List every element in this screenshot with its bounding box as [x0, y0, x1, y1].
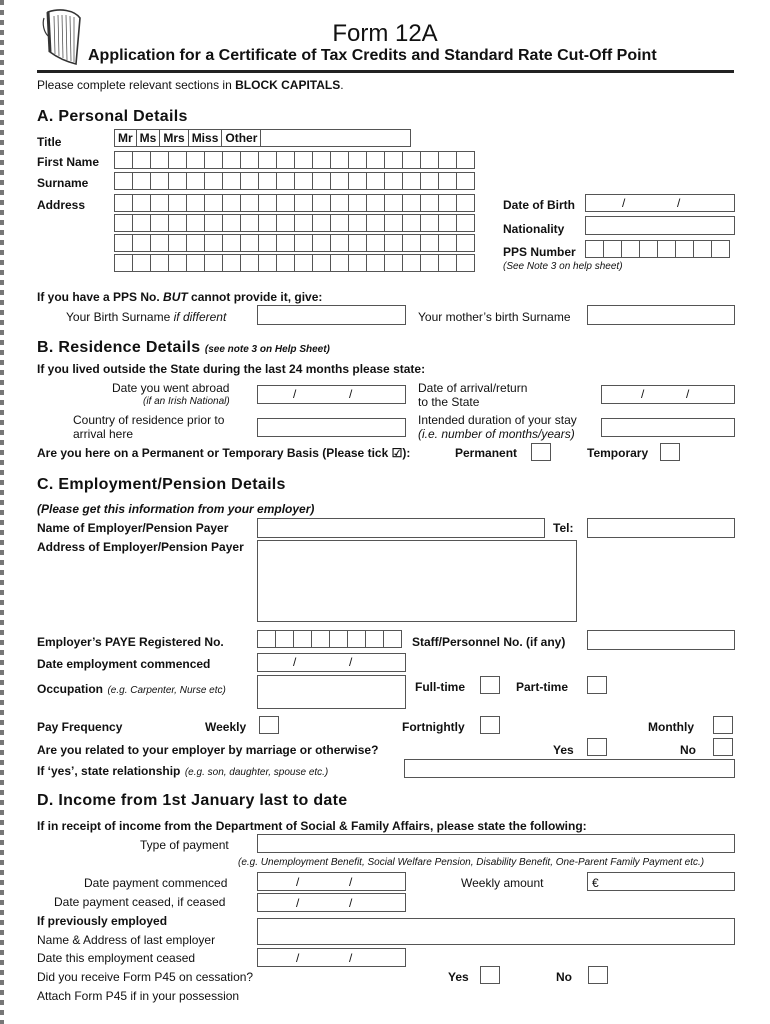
- basis-question: Are you here on a Permanent or Temporary Basis (Please tick ☑):: [37, 446, 411, 460]
- type-payment-label: Type of payment: [140, 838, 229, 852]
- country-residence-label: Country of residence prior to arrival here: [73, 413, 225, 441]
- form-title: Form 12A: [332, 20, 438, 47]
- title-option-mrs[interactable]: Mrs: [160, 129, 188, 147]
- country-residence-field[interactable]: [257, 418, 406, 437]
- previously-employed-label: If previously employed: [37, 914, 168, 928]
- monthly-label: Monthly: [648, 720, 694, 734]
- mother-surname-label: Your mother’s birth Surname: [418, 310, 571, 324]
- first-name-label: First Name: [37, 155, 100, 169]
- birth-surname-field[interactable]: [257, 305, 406, 325]
- parttime-checkbox[interactable]: [587, 676, 607, 694]
- date-separator: /: [349, 875, 353, 889]
- type-payment-field[interactable]: [257, 834, 735, 853]
- address-line-4[interactable]: [114, 254, 475, 272]
- address-label: Address: [37, 198, 86, 212]
- date-separator: /: [349, 896, 353, 910]
- title-option-mr[interactable]: Mr: [114, 129, 137, 147]
- dob-label: Date of Birth: [503, 198, 575, 212]
- p45-yes-label: Yes: [448, 970, 469, 984]
- tel-field[interactable]: [587, 518, 735, 538]
- title-option-miss[interactable]: Miss: [189, 129, 223, 147]
- section-c-intro: (Please get this information from your employer): [37, 502, 315, 516]
- pps-note: (See Note 3 on help sheet): [503, 261, 623, 272]
- monthly-checkbox[interactable]: [713, 716, 733, 734]
- date-separator: /: [349, 655, 353, 669]
- instructions: Please complete relevant sections in BLOCK CAPITALS.: [37, 78, 344, 92]
- title-label: Title: [37, 135, 62, 149]
- fortnightly-label: Fortnightly: [402, 720, 465, 734]
- tel-label: Tel:: [553, 521, 574, 535]
- header-rule: [37, 70, 734, 73]
- left-margin-perforation: [0, 0, 4, 1024]
- parttime-label: Part-time: [516, 680, 569, 694]
- employment-ceased-label: Date this employment ceased: [37, 951, 196, 965]
- p45-question: Did you receive Form P45 on cessation?: [37, 970, 254, 984]
- relationship-field[interactable]: [404, 759, 735, 778]
- occupation-label: Occupation (e.g. Carpenter, Nurse etc): [37, 682, 226, 696]
- related-question: Are you related to your employer by marriage or otherwise?: [37, 743, 379, 757]
- first-name-field[interactable]: [114, 151, 475, 169]
- employment-ceased-field[interactable]: [257, 948, 406, 967]
- employer-address-label: Address of Employer/Pension Payer: [37, 540, 244, 554]
- attach-p45-note: Attach Form P45 if in your possession: [37, 989, 240, 1003]
- pps-field[interactable]: [585, 240, 730, 258]
- address-line-2[interactable]: [114, 214, 475, 232]
- type-payment-note: (e.g. Unemployment Benefit, Social Welfare Pension, Disability Benefit, One-Parent Family Payment etc.): [238, 857, 705, 868]
- date-commenced-label: Date employment commenced: [37, 657, 211, 671]
- last-employer-field[interactable]: [257, 918, 735, 945]
- staff-number-field[interactable]: [587, 630, 735, 650]
- form-subtitle: Application for a Certificate of Tax Credits and Standard Rate Cut-Off Point: [88, 47, 657, 64]
- section-d-intro: If in receipt of income from the Department of Social & Family Affairs, please state the following:: [37, 819, 587, 833]
- address-line-3[interactable]: [114, 234, 475, 252]
- occupation-field[interactable]: [257, 675, 406, 709]
- fulltime-label: Full-time: [415, 680, 465, 694]
- paye-field[interactable]: [257, 630, 402, 648]
- birth-surname-label: Your Birth Surname if different: [66, 310, 227, 324]
- temporary-label: Temporary: [587, 446, 649, 460]
- payment-commenced-label: Date payment commenced: [84, 876, 228, 890]
- employer-name-field[interactable]: [257, 518, 545, 538]
- date-separator: /: [349, 387, 353, 401]
- weekly-amount-label: Weekly amount: [461, 876, 544, 890]
- weekly-checkbox[interactable]: [259, 716, 279, 734]
- currency-symbol: €: [592, 876, 599, 890]
- mother-surname-field[interactable]: [587, 305, 735, 325]
- date-commenced-field[interactable]: [257, 653, 406, 672]
- date-separator: /: [641, 387, 645, 401]
- title-options: [114, 129, 411, 147]
- payment-ceased-field[interactable]: [257, 893, 406, 912]
- section-c-heading: C. Employment/Pension Details: [37, 476, 286, 493]
- address-line-1[interactable]: [114, 194, 475, 212]
- date-arrival-label: Date of arrival/return to the State: [418, 381, 528, 409]
- pps-cannot-provide: If you have a PPS No. BUT cannot provide it, give:: [37, 290, 323, 304]
- permanent-checkbox[interactable]: [531, 443, 551, 461]
- section-b-intro: If you lived outside the State during the last 24 months please state:: [37, 362, 426, 376]
- related-yes-checkbox[interactable]: [587, 738, 607, 756]
- dob-field[interactable]: [585, 194, 735, 212]
- title-option-other[interactable]: Other: [222, 129, 261, 147]
- duration-stay-field[interactable]: [601, 418, 735, 437]
- date-separator: /: [296, 896, 300, 910]
- employer-address-field[interactable]: [257, 540, 577, 622]
- nationality-field[interactable]: [585, 216, 735, 235]
- date-separator: /: [686, 387, 690, 401]
- pay-frequency-label: Pay Frequency: [37, 720, 123, 734]
- employer-name-label: Name of Employer/Pension Payer: [37, 521, 229, 535]
- p45-no-label: No: [556, 970, 572, 984]
- payment-commenced-field[interactable]: [257, 872, 406, 891]
- date-arrival-field[interactable]: [601, 385, 735, 404]
- section-b-heading: B. Residence Details (see note 3 on Help Sheet): [37, 339, 330, 356]
- payment-ceased-label: Date payment ceased, if ceased: [54, 895, 226, 909]
- nationality-label: Nationality: [503, 222, 565, 236]
- pps-label: PPS Number: [503, 245, 576, 259]
- relationship-label: If ‘yes’, state relationship (e.g. son, daughter, spouse etc.): [37, 764, 329, 778]
- duration-stay-label: Intended duration of your stay (i.e. number of months/years): [418, 413, 577, 441]
- permanent-label: Permanent: [455, 446, 518, 460]
- date-separator: /: [296, 951, 300, 965]
- date-abroad-note: (if an Irish National): [143, 396, 230, 407]
- last-employer-label: Name & Address of last employer: [37, 933, 216, 947]
- staff-number-label: Staff/Personnel No. (if any): [412, 635, 566, 649]
- related-no-checkbox[interactable]: [713, 738, 733, 756]
- paye-label: Employer’s PAYE Registered No.: [37, 635, 224, 649]
- surname-field[interactable]: [114, 172, 475, 190]
- fulltime-checkbox[interactable]: [480, 676, 500, 694]
- title-option-ms[interactable]: Ms: [137, 129, 161, 147]
- date-abroad-field[interactable]: [257, 385, 406, 404]
- weekly-label: Weekly: [205, 720, 247, 734]
- section-d-heading: D. Income from 1st January last to date: [37, 792, 348, 809]
- weekly-amount-field[interactable]: [587, 872, 735, 891]
- date-separator: /: [349, 951, 353, 965]
- date-separator: /: [296, 875, 300, 889]
- date-separator: /: [677, 196, 681, 210]
- surname-label: Surname: [37, 176, 89, 190]
- temporary-checkbox[interactable]: [660, 443, 680, 461]
- date-separator: /: [293, 655, 297, 669]
- p45-yes-checkbox[interactable]: [480, 966, 500, 984]
- date-abroad-label: Date you went abroad: [112, 381, 230, 395]
- date-separator: /: [622, 196, 626, 210]
- p45-no-checkbox[interactable]: [588, 966, 608, 984]
- title-other-field[interactable]: [261, 129, 411, 147]
- related-no-label: No: [680, 743, 696, 757]
- section-a-heading: A. Personal Details: [37, 108, 188, 125]
- related-yes-label: Yes: [553, 743, 574, 757]
- fortnightly-checkbox[interactable]: [480, 716, 500, 734]
- date-separator: /: [293, 387, 297, 401]
